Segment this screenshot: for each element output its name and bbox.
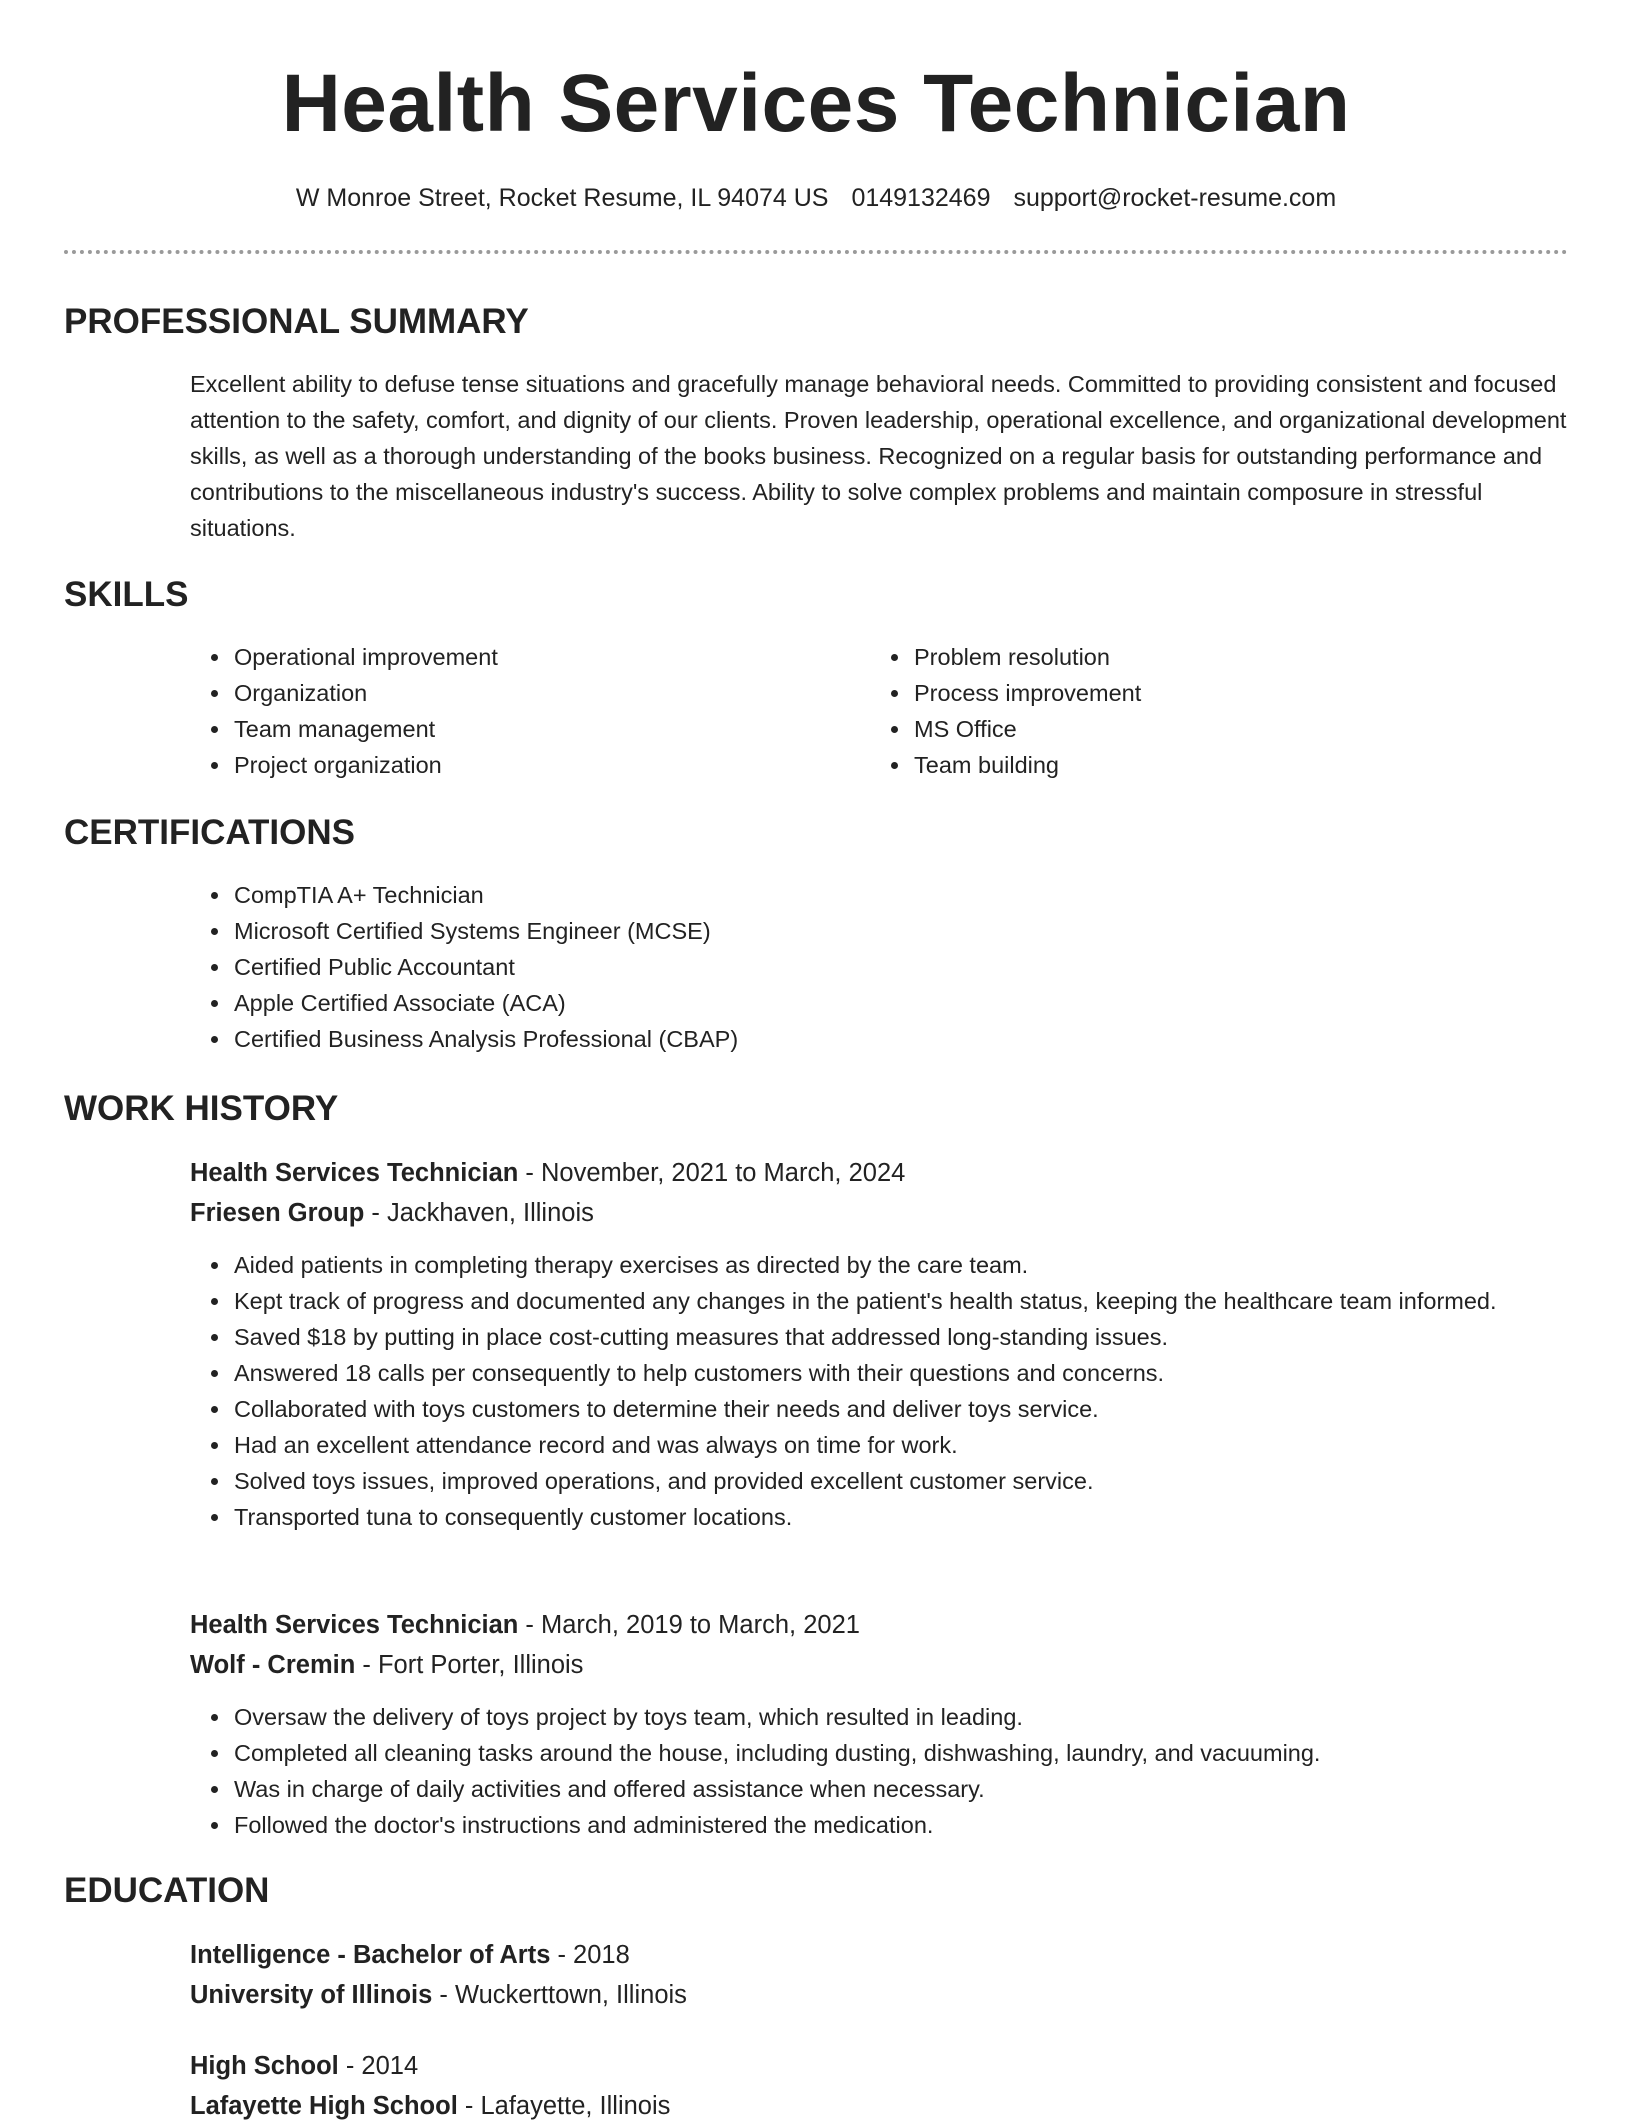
job-dates: - March, 2019 to March, 2021: [518, 1611, 860, 1639]
job-duty: • Collaborated with toys customers to determine their needs and deliver toys service.: [232, 1391, 1570, 1427]
job-entry: [190, 1153, 1570, 1535]
job-role: Health Services Technician: [190, 1611, 519, 1639]
skill-item: • MS Office: [912, 711, 1512, 747]
job-duty: • Transported tuna to consequently customer locations.: [232, 1499, 1570, 1535]
job-duty: • Oversaw the delivery of toys project by toys team, which resulted in leading.: [232, 1699, 1570, 1735]
job-duty: • Followed the doctor's instructions and administered the medication.: [232, 1807, 1570, 1843]
job-duty: • Had an excellent attendance record and was always on time for work.: [232, 1427, 1570, 1463]
job-duty: • Solved toys issues, improved operations, and provided excellent customer service.: [232, 1463, 1570, 1499]
certification-item: • Certified Business Analysis Professional (CBAP): [232, 1021, 1532, 1057]
job-entry: [190, 1605, 1570, 1843]
job-role: Health Services Technician: [190, 1159, 519, 1187]
job-duties-list: [190, 1247, 1570, 1535]
job-duty: • Answered 18 calls per consequently to help customers with their questions and concerns.: [232, 1355, 1570, 1391]
degree-line: [190, 1935, 1570, 1975]
graduation-year: - 2014: [338, 2052, 419, 2080]
job-duties-list: [190, 1699, 1570, 1843]
header-divider: [64, 250, 1568, 254]
job-duty: • Completed all cleaning tasks around the house, including dusting, dishwashing, laundry, and vacuuming.: [232, 1735, 1570, 1771]
job-title-line: [190, 1153, 1570, 1193]
job-dates: - November, 2021 to March, 2024: [518, 1159, 906, 1187]
education-entry: [190, 2046, 1570, 2126]
job-duty: • Aided patients in completing therapy exercises as directed by the care team.: [232, 1247, 1570, 1283]
skill-item: • Operational improvement: [232, 639, 832, 675]
job-company: Wolf - Cremin: [190, 1651, 356, 1679]
skills-list-right: [870, 639, 1512, 783]
skills-list-left: [190, 639, 832, 783]
phone: 0149132469: [851, 184, 991, 212]
contact-line: [0, 180, 1632, 216]
degree: High School: [190, 2052, 339, 2080]
skill-item: • Team building: [912, 747, 1512, 783]
degree: Intelligence - Bachelor of Arts: [190, 1941, 551, 1969]
job-title-line: [190, 1605, 1570, 1645]
job-company-line: [190, 1193, 1570, 1233]
skill-item: • Process improvement: [912, 675, 1512, 711]
education-heading: EDUCATION: [64, 1871, 270, 1910]
email: support@rocket-resume.com: [1013, 184, 1337, 212]
certification-item: • CompTIA A+ Technician: [232, 877, 1532, 913]
school: Lafayette High School: [190, 2092, 458, 2120]
skill-item: • Project organization: [232, 747, 832, 783]
summary-heading: PROFESSIONAL SUMMARY: [64, 302, 529, 341]
job-company-line: [190, 1645, 1570, 1685]
job-duty: • Was in charge of daily activities and offered assistance when necessary.: [232, 1771, 1570, 1807]
graduation-year: - 2018: [550, 1941, 630, 1969]
skill-item: • Problem resolution: [912, 639, 1512, 675]
work-history-heading: WORK HISTORY: [64, 1089, 339, 1128]
job-duty: • Kept track of progress and documented any changes in the patient's health status, keeping the healthcare team informed.: [232, 1283, 1570, 1319]
certifications-list: [190, 877, 1532, 1057]
degree-line: [190, 2046, 1570, 2086]
certification-item: • Microsoft Certified Systems Engineer (MCSE): [232, 913, 1532, 949]
job-location: - Fort Porter, Illinois: [355, 1651, 584, 1679]
school-location: - Wuckerttown, Illinois: [432, 1981, 687, 2009]
school-line: [190, 1975, 1570, 2015]
certification-item: • Apple Certified Associate (ACA): [232, 985, 1532, 1021]
candidate-name: Health Services Technician: [281, 58, 1351, 149]
summary-text: Excellent ability to defuse tense situations and gracefully manage behavioral needs. Committed to providing consistent and focused attention to the safety, comfort, and dignity of our clients. Proven leadership, operational excellence, and organizational development skills, as well as a thorough understanding of the books business. Recognized on a regular basis for outstanding performance and contributions to the miscellaneous industry's success. Ability to solve complex problems and maintain composure in stressful situations.: [190, 371, 1567, 541]
skills-heading: SKILLS: [64, 575, 189, 614]
certification-item: • Certified Public Accountant: [232, 949, 1532, 985]
job-company: Friesen Group: [190, 1199, 365, 1227]
skill-item: • Organization: [232, 675, 832, 711]
job-duty: • Saved $18 by putting in place cost-cutting measures that addressed long-standing issues.: [232, 1319, 1570, 1355]
education-entry: [190, 1935, 1570, 2015]
address: W Monroe Street, Rocket Resume, IL 94074 US: [295, 184, 829, 212]
school-line: [190, 2086, 1570, 2126]
school-location: - Lafayette, Illinois: [457, 2092, 671, 2120]
skill-item: • Team management: [232, 711, 832, 747]
school: University of Illinois: [190, 1981, 433, 2009]
job-location: - Jackhaven, Illinois: [364, 1199, 594, 1227]
certifications-heading: CERTIFICATIONS: [64, 813, 356, 852]
